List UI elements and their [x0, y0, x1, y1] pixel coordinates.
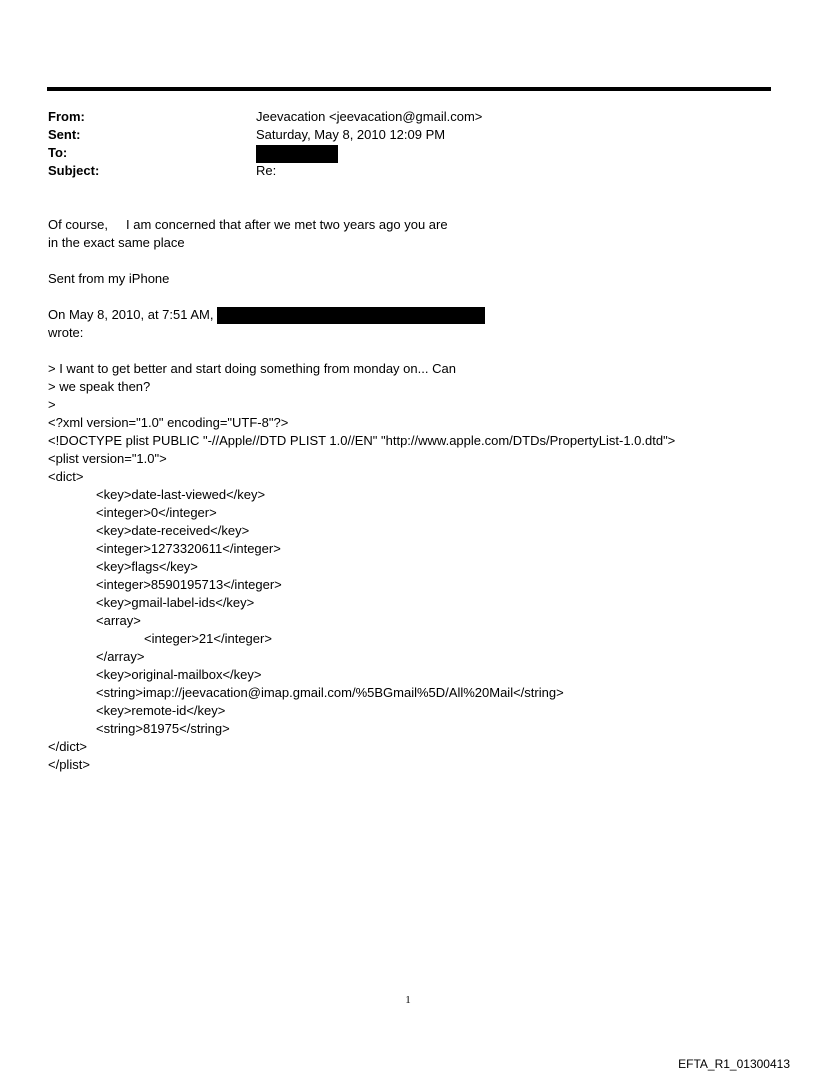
quote-wrote-line: wrote: — [48, 325, 84, 340]
xml-line: <key>date-received</key> — [96, 523, 250, 538]
sent-value: Saturday, May 8, 2010 12:09 PM — [256, 127, 446, 142]
to-label: To: — [48, 145, 68, 160]
xml-line: </plist> — [48, 757, 90, 772]
page-number: 1 — [405, 994, 411, 1006]
signature-line: Sent from my iPhone — [48, 271, 170, 286]
document-id: EFTA_R1_01300413 — [678, 1057, 790, 1071]
body-line: in the exact same place — [48, 235, 185, 250]
quoted-line: > — [48, 397, 56, 412]
xml-line: <plist version="1.0"> — [48, 451, 167, 466]
xml-line: <string>81975</string> — [96, 721, 230, 736]
to-value — [256, 144, 338, 163]
xml-line: <array> — [96, 613, 141, 628]
header-rule — [47, 87, 771, 91]
xml-line: <?xml version="1.0" encoding="UTF-8"?> — [48, 415, 289, 430]
quoted-line: > I want to get better and start doing something from monday on... Can — [48, 361, 456, 376]
from-label: From: — [48, 109, 85, 124]
xml-line: <key>gmail-label-ids</key> — [96, 595, 255, 610]
subject-value: Re: — [256, 163, 277, 178]
xml-line: <integer>8590195713</integer> — [96, 577, 282, 592]
xml-line: <dict> — [48, 469, 84, 484]
xml-line: <integer>0</integer> — [96, 505, 217, 520]
sent-label: Sent: — [48, 127, 81, 142]
xml-line: <string>imap://jeevacation@imap.gmail.com/%5BGmail%5D/All%20Mail</string> — [96, 685, 564, 700]
xml-line: <integer>1273320611</integer> — [96, 541, 281, 556]
xml-line: <!DOCTYPE plist PUBLIC "-//Apple//DTD PLIST 1.0//EN" "http://www.apple.com/DTDs/PropertyList-1.0.dtd"> — [48, 433, 676, 448]
subject-label: Subject: — [48, 163, 100, 178]
body-line: Of course, I am concerned that after we met two years ago you are — [48, 217, 448, 232]
redaction-bar — [217, 307, 485, 324]
from-value: Jeevacation <jeevacation@gmail.com> — [256, 109, 483, 124]
xml-plist-block — [48, 414, 788, 774]
xml-line: <key>date-last-viewed</key> — [96, 487, 266, 502]
xml-line: </array> — [96, 649, 145, 664]
xml-line: <key>flags</key> — [96, 559, 198, 574]
email-body — [48, 216, 788, 774]
xml-line: <integer>21</integer> — [144, 631, 272, 646]
quoted-line: > we speak then? — [48, 379, 151, 394]
xml-line: <key>remote-id</key> — [96, 703, 226, 718]
xml-line: <key>original-mailbox</key> — [96, 667, 262, 682]
quote-intro-text: On May 8, 2010, at 7:51 AM, — [48, 307, 214, 322]
quote-intro-line — [48, 306, 788, 324]
redaction-bar — [256, 145, 338, 163]
xml-line: </dict> — [48, 739, 88, 754]
